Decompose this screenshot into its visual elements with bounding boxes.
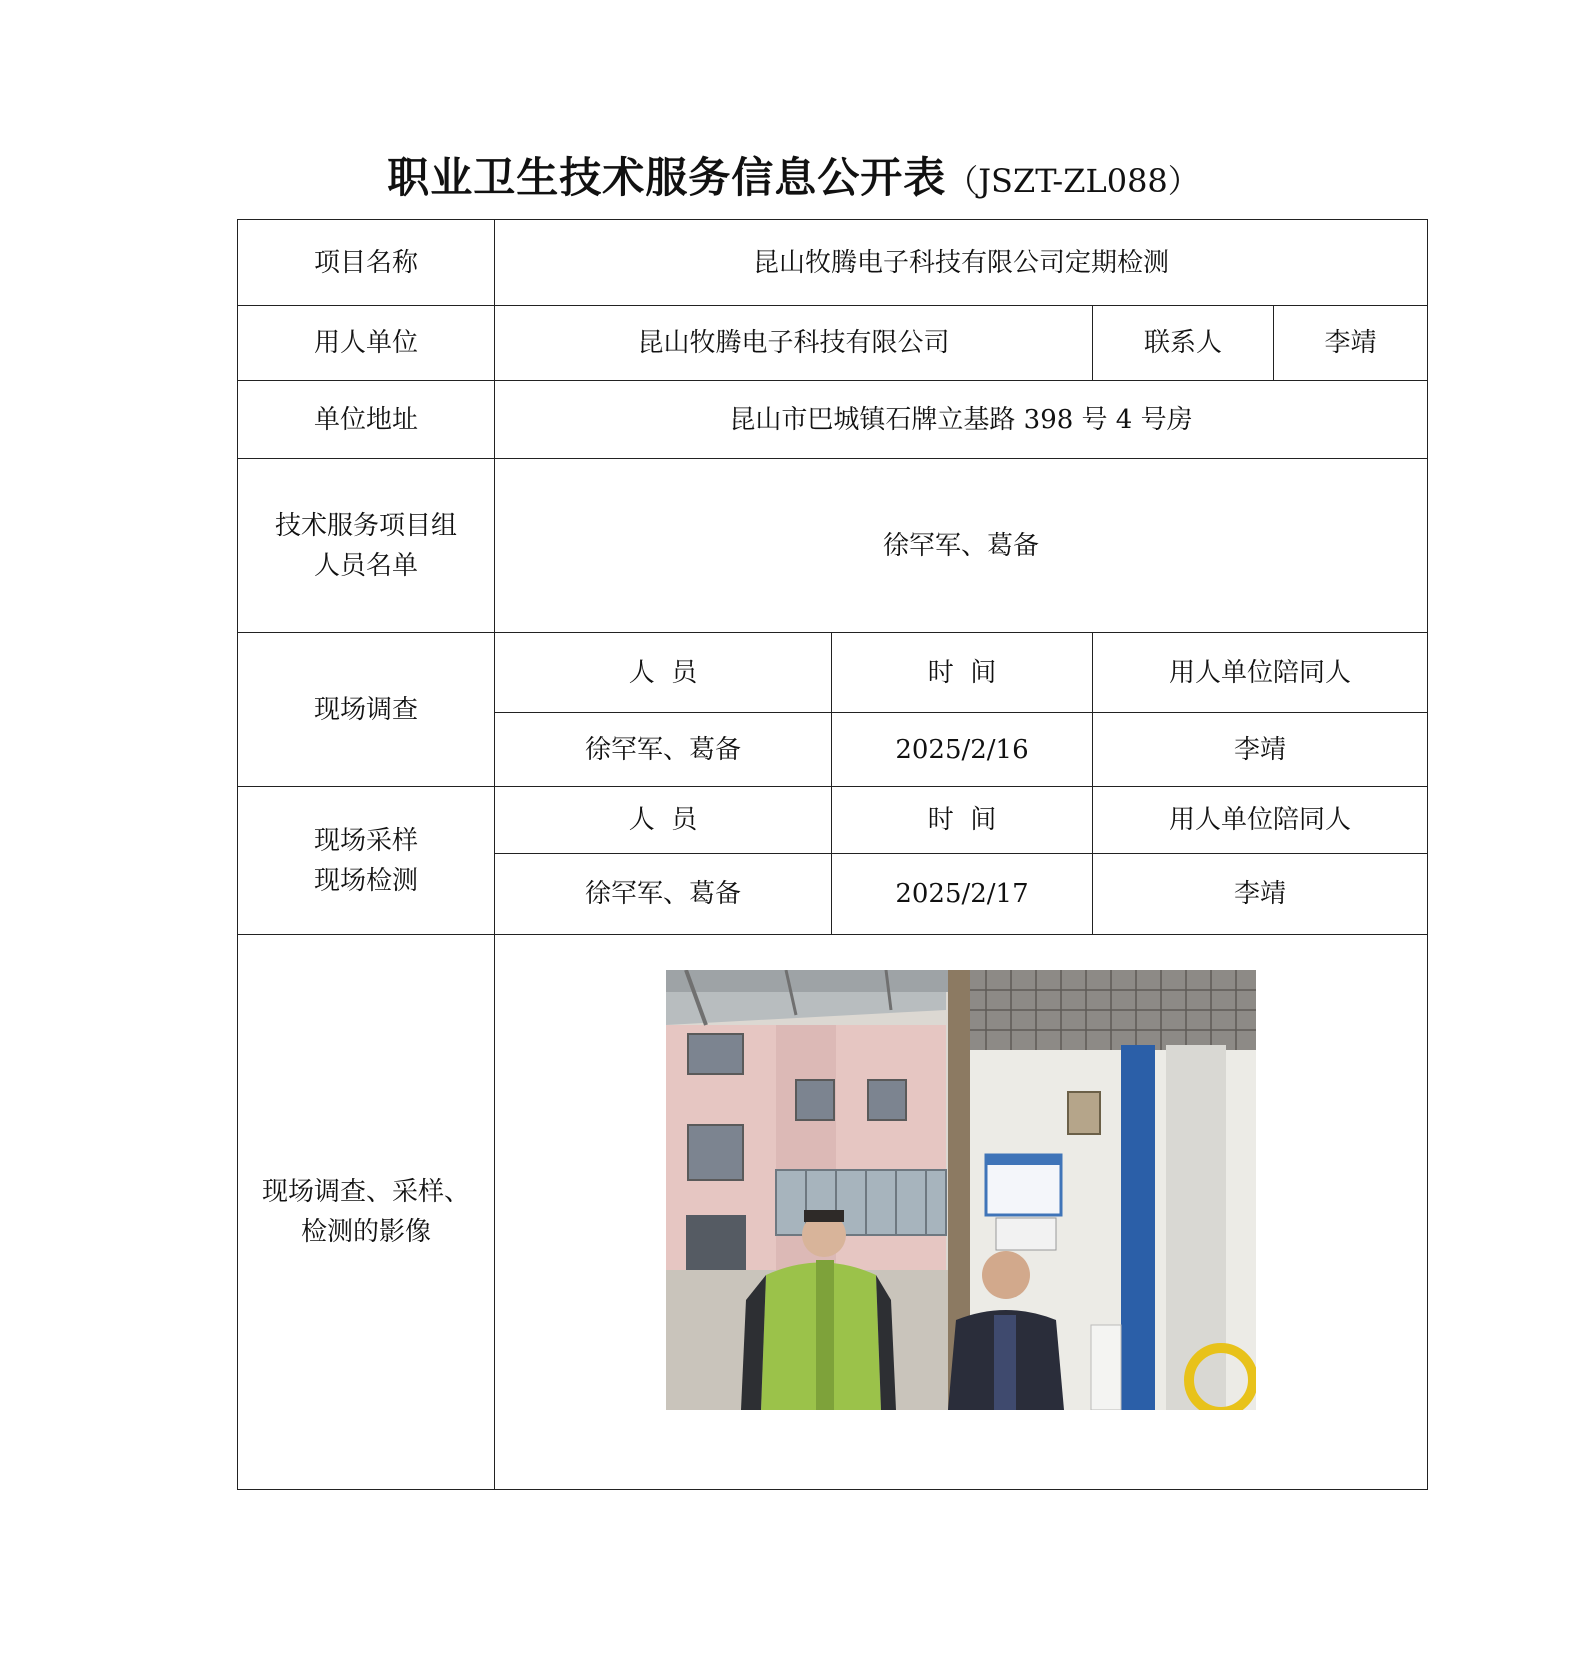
- row-employer: [238, 306, 1428, 381]
- address-label: 单位地址: [238, 381, 495, 459]
- survey-col-escort: 用人单位陪同人: [1093, 633, 1428, 713]
- team-value: 徐罕军、葛备: [495, 459, 1428, 633]
- survey-time: 2025/2/16: [832, 713, 1093, 787]
- survey-col-time: 时 间: [832, 633, 1093, 713]
- survey-escort: 李靖: [1093, 713, 1428, 787]
- row-sampling-header: [238, 787, 1428, 854]
- sampling-person: 徐罕军、葛备: [495, 854, 832, 935]
- sampling-escort: 李靖: [1093, 854, 1428, 935]
- sampling-col-time: 时 间: [832, 787, 1093, 854]
- row-address: [238, 381, 1428, 459]
- sampling-col-person: 人 员: [495, 787, 832, 854]
- survey-col-person: 人 员: [495, 633, 832, 713]
- image-cell: [495, 935, 1428, 1490]
- site-photo-drawing: [666, 970, 1256, 1410]
- survey-person: 徐罕军、葛备: [495, 713, 832, 787]
- info-table: [237, 219, 1428, 1490]
- team-label-line1: 技术服务项目组: [274, 510, 457, 541]
- contact-label: 联系人: [1093, 306, 1274, 381]
- employer-label: 用人单位: [238, 306, 495, 381]
- team-label: [238, 459, 495, 633]
- person-right: [982, 1251, 1030, 1299]
- site-photo: [666, 970, 1256, 1410]
- title-main: 职业卫生技术服务信息公开表: [387, 153, 947, 202]
- row-team: [238, 459, 1428, 633]
- team-label-line2: 人员名单: [313, 550, 418, 581]
- sampling-time: 2025/2/17: [832, 854, 1093, 935]
- project-name-label: 项目名称: [238, 220, 495, 306]
- image-label-line2: 检测的影像: [300, 1217, 431, 1247]
- sampling-col-escort: 用人单位陪同人: [1093, 787, 1428, 854]
- project-name-value: 昆山牧腾电子科技有限公司定期检测: [495, 220, 1428, 306]
- image-label: [238, 935, 495, 1490]
- row-survey-header: [238, 633, 1428, 713]
- employer-value: 昆山牧腾电子科技有限公司: [495, 306, 1093, 381]
- sampling-label: [238, 787, 495, 935]
- row-project-name: [238, 220, 1428, 306]
- survey-label: 现场调查: [238, 633, 495, 787]
- address-value: 昆山市巴城镇石牌立基路 398 号 4 号房: [495, 381, 1428, 459]
- contact-value: 李靖: [1274, 306, 1428, 381]
- row-image: [238, 935, 1428, 1490]
- sampling-label-line2: 现场检测: [313, 865, 418, 896]
- document-title: [0, 150, 1587, 209]
- title-code: （JSZT-ZL088）: [946, 162, 1200, 200]
- sampling-label-line1: 现场采样: [313, 825, 418, 856]
- image-label-line1: 现场调查、采样、: [261, 1177, 470, 1207]
